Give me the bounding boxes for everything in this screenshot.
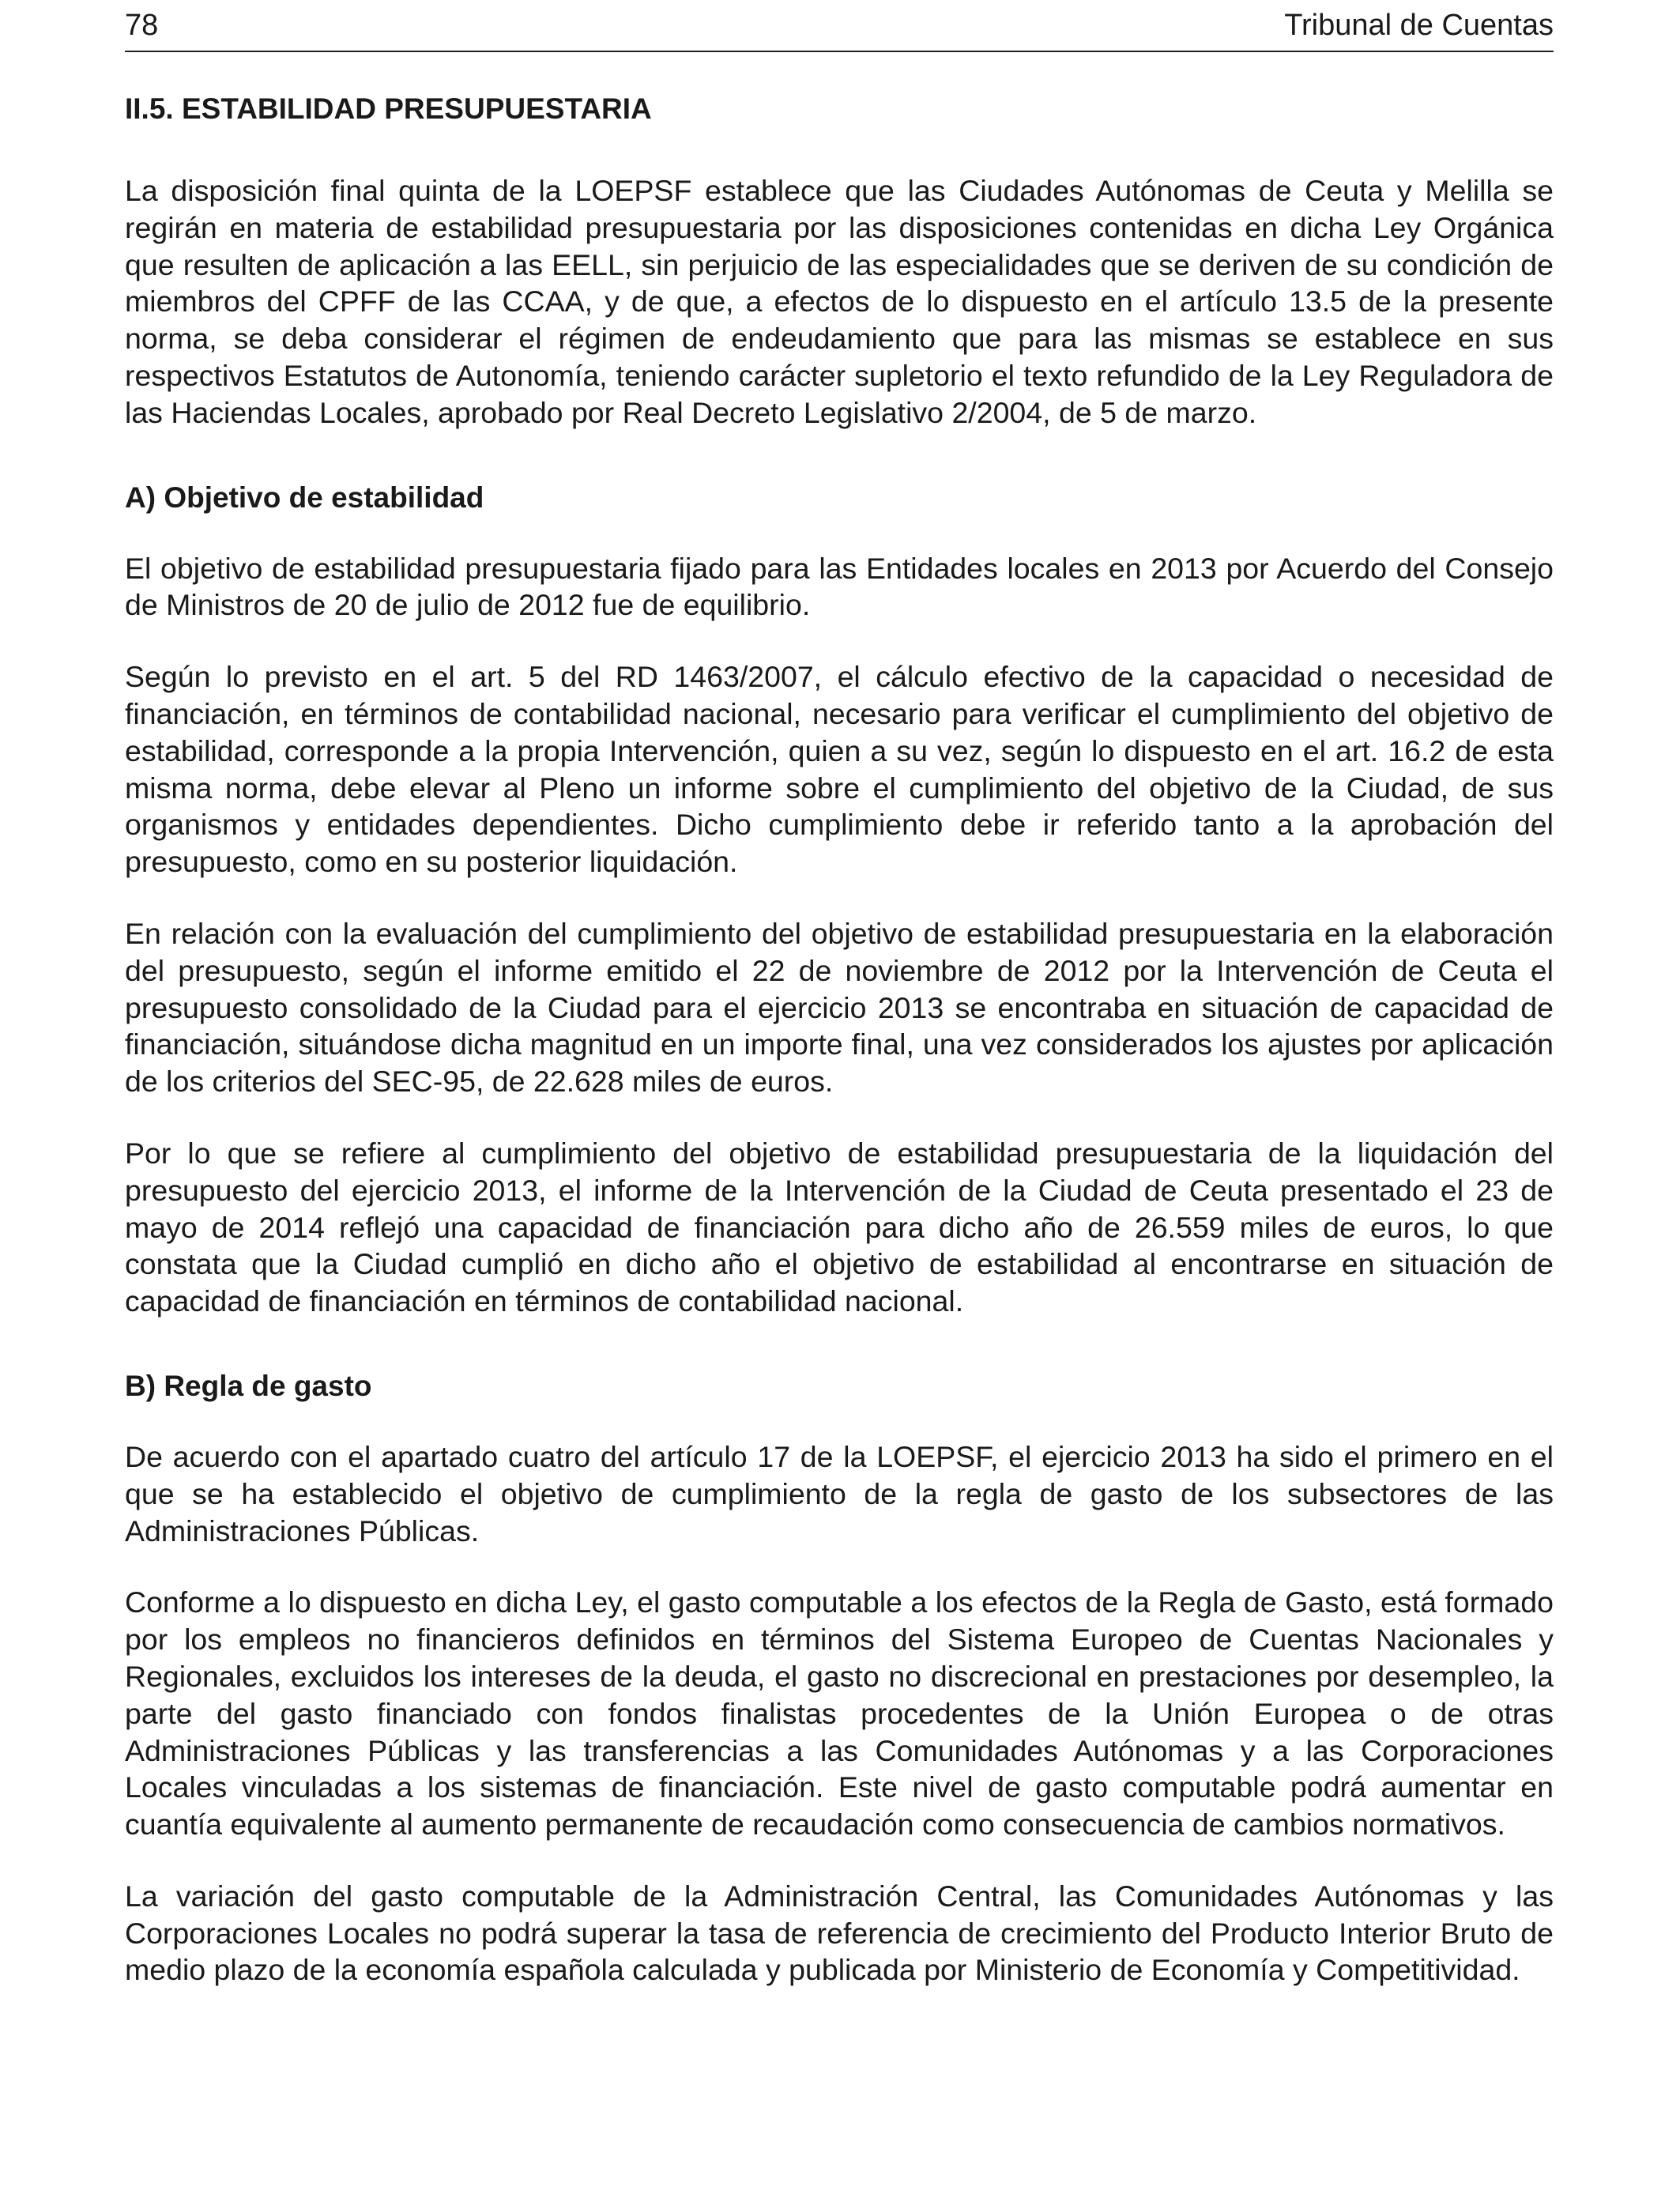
subsection-title-regla-gasto: B) Regla de gasto [125,1369,372,1402]
running-title: Tribunal de Cuentas [1284,9,1554,42]
paragraph: El objetivo de estabilidad presupuestaria fijado para las Entidades locales en 2013 por Acuerdo del Consejo de Ministros de 20 de julio de 2012 fue de equilibrio. [125,551,1554,622]
paragraph: Según lo previsto en el art. 5 del RD 1463/2007, el cálculo efectivo de la capacidad o necesidad de financiación, en términos de contabilidad nacional, necesario para verificar el cumplimiento del objetivo de estabilidad, corresponde a la propia Intervención, quien a su vez, según lo dispuesto en el art. 16.2 de esta misma norma, debe elevar al Pleno un informe sobre el cumplimiento del objetivo de la Ciudad, de sus organismos y entidades dependientes. Dicho cumplimiento debe ir referido tanto a la aprobación del presupuesto, como en su posterior liquidación. [125,660,1554,879]
paragraph: Por lo que se refiere al cumplimiento del objetivo de estabilidad presupuestaria de la liquidación del presupuesto del ejercicio 2013, el informe de la Intervención de la Ciudad de Ceuta presentado el 23 de mayo de 2014 reflejó una capacidad de financiación para dicho año de 26.559 miles de euros, lo que constata que la Ciudad cumplió en dicho año el objetivo de estabilidad al encontrarse en situación de capacidad de financiación en términos de contabilidad nacional. [125,1136,1554,1318]
paragraph: En relación con la evaluación del cumplimiento del objetivo de estabilidad presupuestaria en la elaboración del presupuesto, según el informe emitido el 22 de noviembre de 2012 por la Intervención de Ceuta el presupuesto consolidado de la Ciudad para el ejercicio 2013 se encontraba en situación de capacidad de financiación, situándose dicha magnitud en un importe final, una vez considerados los ajustes por aplicación de los criterios del SEC-95, de 22.628 miles de euros. [125,916,1554,1099]
page-number: 78 [125,9,159,42]
paragraph: De acuerdo con el apartado cuatro del artículo 17 de la LOEPSF, el ejercicio 2013 ha sido el primero en el que se ha establecido el objetivo de cumplimiento de la regla de gasto de los subsectores de las Administraciones Públicas. [125,1439,1554,1547]
section-intro-paragraph: La disposición final quinta de la LOEPSF establece que las Ciudades Autónomas de Ceuta y Melilla se regirán en materia de estabilidad presupuestaria por las disposiciones contenidas en dicha Ley Orgánica que resulten de aplicación a las EELL, sin perjuicio de las especialidades que se deriven de su condición de miembros del CPFF de las CCAA, y de que, a efectos de lo dispuesto en el artículo 13.5 de la presente norma, se deba considerar el régimen de endeudamiento que para las mismas se establece en sus respectivos Estatutos de Autonomía, teniendo carácter supletorio el texto refundido de la Ley Reguladora de las Haciendas Locales, aprobado por Real Decreto Legislativo 2/2004, de 5 de marzo. [125,174,1554,429]
paragraph: Conforme a lo dispuesto en dicha Ley, el gasto computable a los efectos de la Regla de Gasto, está formado por los empleos no financieros definidos en términos del Sistema Europeo de Cuentas Nacionales y Regionales, excluidos los intereses de la deuda, el gasto no discrecional en prestaciones por desempleo, la parte del gasto financiado con fondos finalistas procedentes de la Unión Europea o de otras Administraciones Públicas y las transferencias a las Comunidades Autónomas y a las Corporaciones Locales vinculadas a los sistemas de financiación. Este nivel de gasto computable podrá aumentar en cuantía equivalente al aumento permanente de recaudación como consecuencia de cambios normativos. [125,1585,1554,1842]
subsection-title-objetivo: A) Objetivo de estabilidad [125,481,484,514]
paragraph: La variación del gasto computable de la Administración Central, las Comunidades Autónomas y las Corporaciones Locales no podrá superar la tasa de referencia de crecimiento del Producto Interior Bruto de medio plazo de la economía española calculada y publicada por Ministerio de Economía y Competitividad. [125,1879,1554,1987]
document-page [125,0,1554,2023]
section-title: II.5. ESTABILIDAD PRESUPUESTARIA [125,92,652,125]
page-header [125,6,1554,52]
